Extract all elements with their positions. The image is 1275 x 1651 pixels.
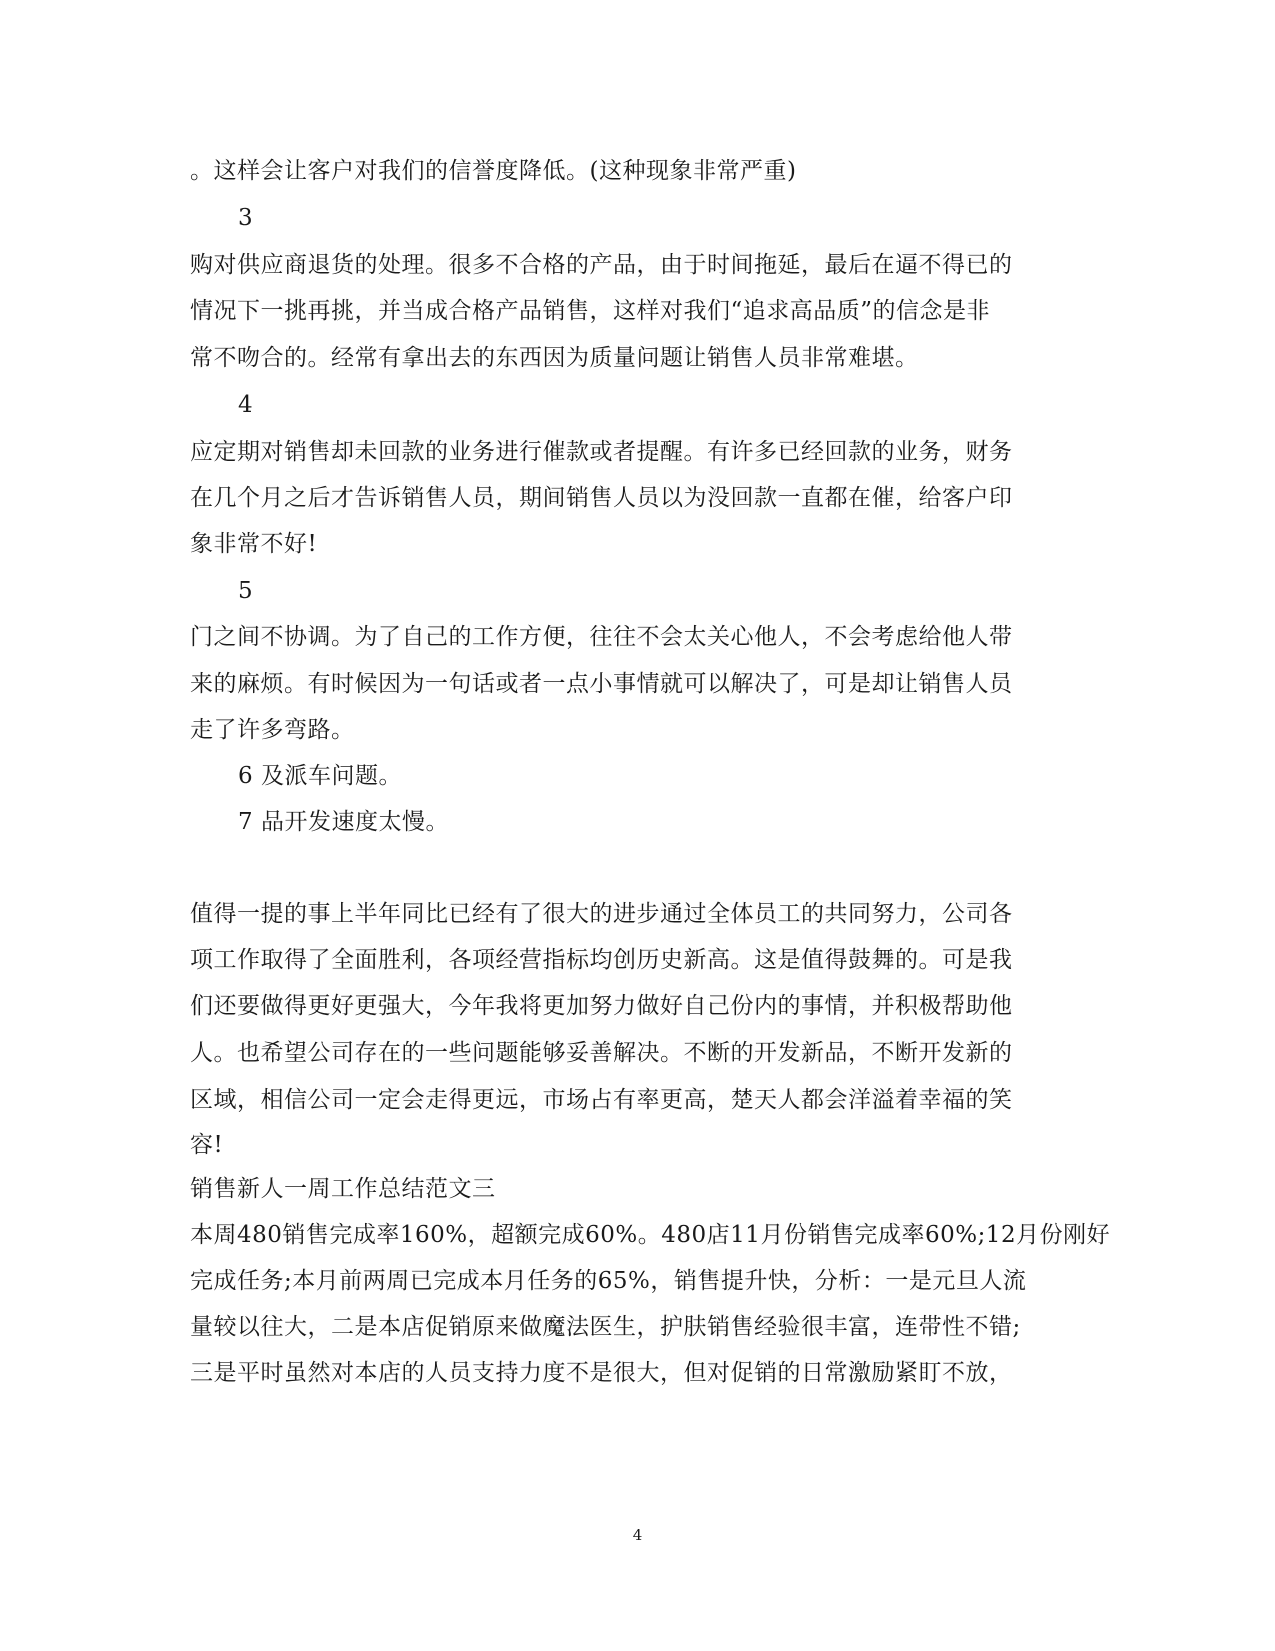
text-line: 人。也希望公司存在的一些问题能够妥善解决。不断的开发新品，不断开发新的 [190, 1040, 1013, 1066]
text-line: 值得一提的事上半年同比已经有了很大的进步通过全体员工的共同努力，公司各 [190, 901, 1013, 927]
list-item: 7 品开发速度太慢。 [238, 809, 449, 835]
text-line: 量较以往大，二是本店促销原来做魔法医生，护肤销售经验很丰富，连带性不错; [190, 1314, 1021, 1340]
text-line: 完成任务;本月前两周已完成本月任务的65%，销售提升快，分析：一是元旦人流 [190, 1268, 1027, 1294]
page-number: 4 [632, 1526, 643, 1544]
text-line: 常不吻合的。经常有拿出去的东西因为质量问题让销售人员非常难堪。 [190, 345, 919, 371]
text-line: 应定期对销售却未回款的业务进行催款或者提醒。有许多已经回款的业务，财务 [190, 439, 1013, 465]
text-line: 来的麻烦。有时候因为一句话或者一点小事情就可以解决了，可是却让销售人员 [190, 671, 1013, 697]
text-line: 容! [190, 1132, 224, 1158]
section-heading: 销售新人一周工作总结范文三 [190, 1176, 496, 1202]
list-number: 4 [238, 392, 254, 418]
text-line: 情况下一挑再挑，并当成合格产品销售，这样对我们“追求高品质”的信念是非 [190, 298, 991, 324]
text-line: 区域，相信公司一定会走得更远，市场占有率更高，楚天人都会洋溢着幸福的笑 [190, 1087, 1013, 1113]
text-line: 三是平时虽然对本店的人员支持力度不是很大，但对促销的日常激励紧盯不放， [190, 1360, 1013, 1386]
text-line: 购对供应商退货的处理。很多不合格的产品，由于时间拖延，最后在逼不得已的 [190, 252, 1013, 278]
text-line: 本周480销售完成率160%，超额完成60%。480店11月份销售完成率60%;12月份刚好 [190, 1222, 1111, 1248]
text-line: 象非常不好! [190, 531, 318, 557]
text-line: 们还要做得更好更强大，今年我将更加努力做好自己份内的事情，并积极帮助他 [190, 993, 1013, 1019]
text-line: 在几个月之后才告诉销售人员，期间销售人员以为没回款一直都在催，给客户印 [190, 485, 1013, 511]
text-line: 门之间不协调。为了自己的工作方便，往往不会太关心他人，不会考虑给他人带 [190, 624, 1013, 650]
text-line: 走了许多弯路。 [190, 717, 355, 743]
text-line: 项工作取得了全面胜利，各项经营指标均创历史新高。这是值得鼓舞的。可是我 [190, 947, 1013, 973]
list-number: 5 [238, 578, 254, 604]
list-item: 6 及派车问题。 [238, 763, 402, 789]
list-number: 3 [238, 205, 254, 231]
text-line: 。这样会让客户对我们的信誉度降低。(这种现象非常严重) [190, 158, 797, 184]
